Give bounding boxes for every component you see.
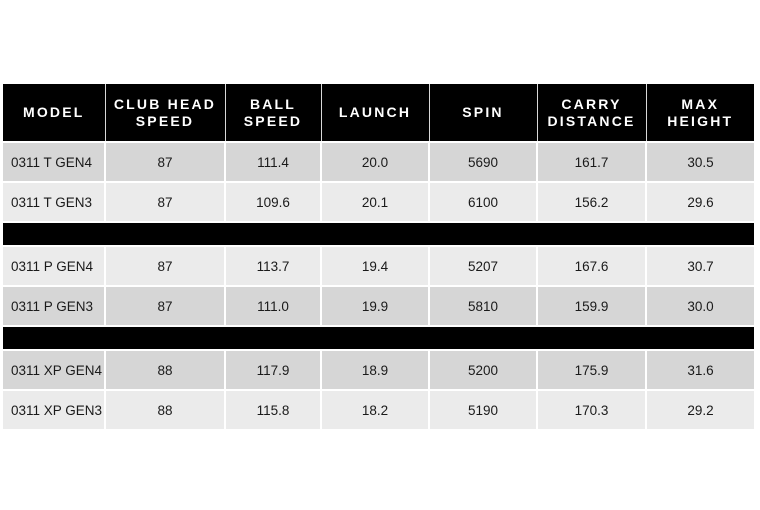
group-separator-bar: [3, 326, 754, 350]
spin-cell: 5810: [429, 286, 537, 326]
carry-distance-cell: 170.3: [537, 390, 646, 429]
header-carry-distance: CARRY DISTANCE: [537, 84, 646, 142]
table-row: [3, 142, 754, 182]
model-cell: 0311 P GEN3: [3, 286, 105, 326]
table-row: [3, 182, 754, 222]
table-row: [3, 350, 754, 390]
spin-cell: 5200: [429, 350, 537, 390]
club-head-speed-cell: 88: [105, 350, 225, 390]
header-max-height: MAX HEIGHT: [646, 84, 754, 142]
club-head-speed-cell: 87: [105, 246, 225, 286]
group-separator: [3, 326, 754, 350]
max-height-cell: 30.5: [646, 142, 754, 182]
comparison-table: [3, 84, 754, 429]
model-cell: 0311 XP GEN4: [3, 350, 105, 390]
comparison-table-container: [3, 84, 754, 429]
table-row: [3, 286, 754, 326]
club-head-speed-cell: 88: [105, 390, 225, 429]
launch-cell: 19.9: [321, 286, 429, 326]
max-height-cell: 30.7: [646, 246, 754, 286]
header-launch: LAUNCH: [321, 84, 429, 142]
carry-distance-cell: 175.9: [537, 350, 646, 390]
club-head-speed-cell: 87: [105, 182, 225, 222]
header-club-head-speed: CLUB HEAD SPEED: [105, 84, 225, 142]
group-separator-bar: [3, 222, 754, 246]
carry-distance-cell: 156.2: [537, 182, 646, 222]
max-height-cell: 29.6: [646, 182, 754, 222]
ball-speed-cell: 111.0: [225, 286, 321, 326]
table-row: [3, 390, 754, 429]
launch-cell: 20.1: [321, 182, 429, 222]
spin-cell: 5190: [429, 390, 537, 429]
ball-speed-cell: 115.8: [225, 390, 321, 429]
carry-distance-cell: 159.9: [537, 286, 646, 326]
launch-cell: 18.2: [321, 390, 429, 429]
launch-cell: 19.4: [321, 246, 429, 286]
ball-speed-cell: 117.9: [225, 350, 321, 390]
header-row: [3, 84, 754, 142]
max-height-cell: 31.6: [646, 350, 754, 390]
table-row: [3, 246, 754, 286]
launch-cell: 20.0: [321, 142, 429, 182]
model-cell: 0311 P GEN4: [3, 246, 105, 286]
model-cell: 0311 T GEN4: [3, 142, 105, 182]
club-head-speed-cell: 87: [105, 142, 225, 182]
spin-cell: 5690: [429, 142, 537, 182]
model-cell: 0311 T GEN3: [3, 182, 105, 222]
carry-distance-cell: 167.6: [537, 246, 646, 286]
header-ball-speed: BALL SPEED: [225, 84, 321, 142]
spin-cell: 5207: [429, 246, 537, 286]
header-spin: SPIN: [429, 84, 537, 142]
carry-distance-cell: 161.7: [537, 142, 646, 182]
ball-speed-cell: 113.7: [225, 246, 321, 286]
header-model: MODEL: [3, 84, 105, 142]
max-height-cell: 30.0: [646, 286, 754, 326]
max-height-cell: 29.2: [646, 390, 754, 429]
spin-cell: 6100: [429, 182, 537, 222]
ball-speed-cell: 111.4: [225, 142, 321, 182]
model-cell: 0311 XP GEN3: [3, 390, 105, 429]
club-head-speed-cell: 87: [105, 286, 225, 326]
ball-speed-cell: 109.6: [225, 182, 321, 222]
group-separator: [3, 222, 754, 246]
launch-cell: 18.9: [321, 350, 429, 390]
